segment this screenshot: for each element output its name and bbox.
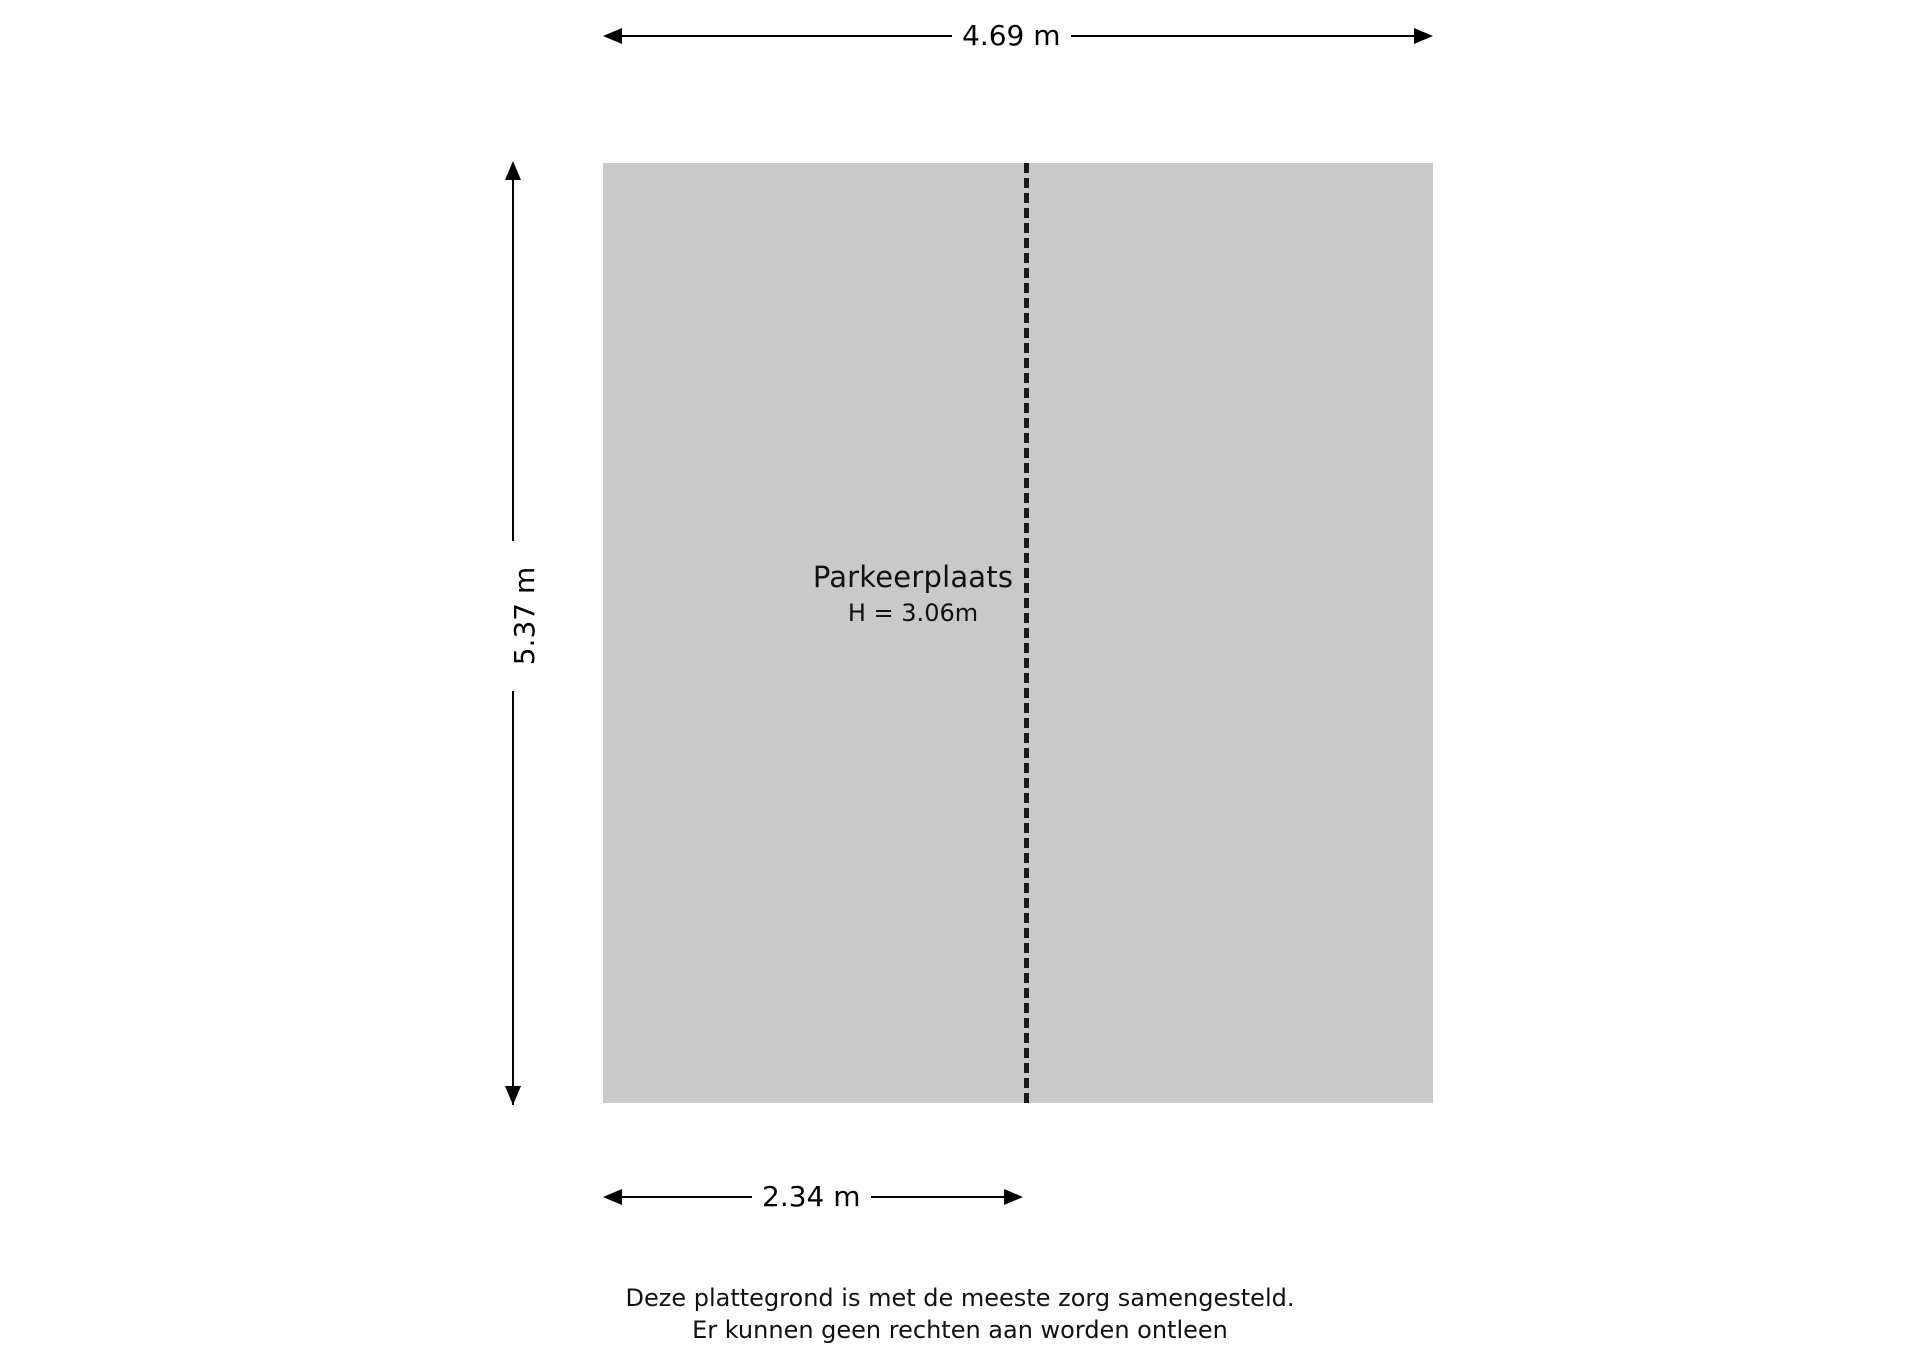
dimension-bottom-arrow-left-icon	[603, 1189, 622, 1205]
dimension-top-arrow-right-icon	[1414, 28, 1433, 44]
disclaimer-line-2: Er kunnen geen rechten aan worden ontleen	[692, 1316, 1228, 1344]
dimension-bottom-label: 2.34 m	[752, 1181, 871, 1213]
room-label	[703, 558, 1123, 630]
dimension-left-label: 5.37 m	[509, 541, 541, 691]
parking-divider-line	[1024, 163, 1029, 1103]
disclaimer	[0, 1282, 1920, 1346]
dimension-left-arrow-down-icon	[505, 1086, 521, 1105]
disclaimer-line-1: Deze plattegrond is met de meeste zorg samengesteld.	[625, 1284, 1295, 1312]
room-height: H = 3.06m	[847, 599, 979, 627]
dimension-left-arrow-up-icon	[505, 161, 521, 180]
parking-area-shape	[603, 163, 1433, 1103]
dimension-bottom-arrow-right-icon	[1004, 1189, 1023, 1205]
room-name: Parkeerplaats	[812, 560, 1014, 594]
dimension-top-arrow-left-icon	[603, 28, 622, 44]
dimension-top-label: 4.69 m	[952, 20, 1071, 52]
